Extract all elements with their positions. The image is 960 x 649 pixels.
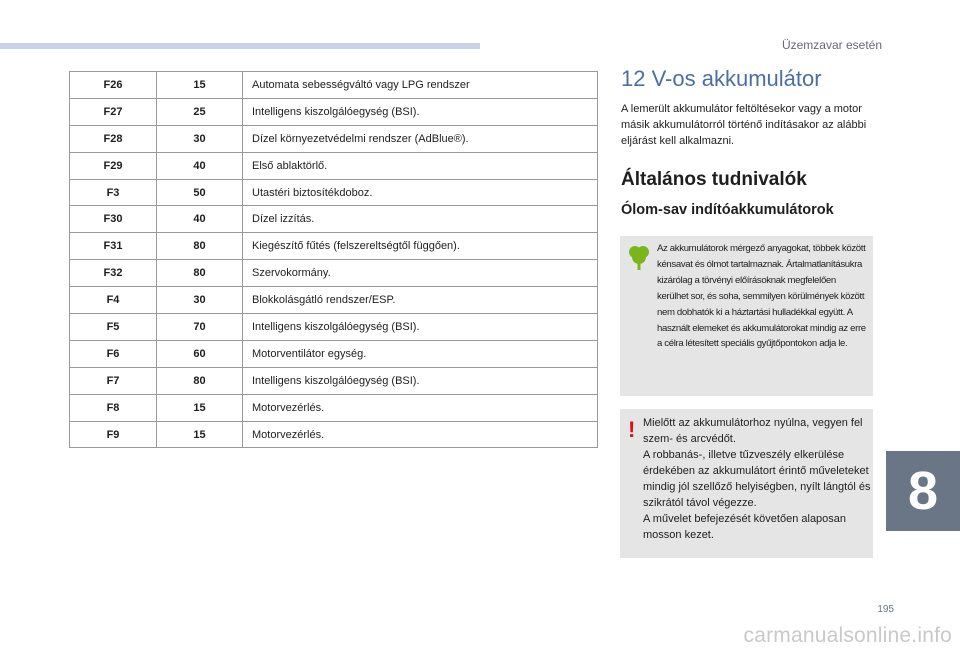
fuse-table — [69, 71, 598, 448]
function-cell: Motorvezérlés. — [243, 394, 598, 421]
function-cell: Utastéri biztosítékdoboz. — [243, 179, 598, 206]
function-cell: Blokkolásgátló rendszer/ESP. — [243, 287, 598, 314]
fuse-id-cell: F29 — [70, 152, 157, 179]
function-cell: Intelligens kiszolgálóegység (BSI). — [243, 98, 598, 125]
warning-note-text — [643, 415, 871, 543]
function-cell: Dízel környezetvédelmi rendszer (AdBlue®). — [243, 125, 598, 152]
function-cell: Dízel izzítás. — [243, 206, 598, 233]
table-row — [70, 125, 598, 152]
warning-line: Mielőtt az akkumulátorhoz nyúlna, vegyen fel szem- és arcvédőt. — [643, 417, 863, 445]
amperage-cell: 30 — [157, 287, 243, 314]
warning-note — [620, 409, 873, 558]
amperage-cell: 30 — [157, 125, 243, 152]
function-cell: Motorvezérlés. — [243, 421, 598, 448]
table-row — [70, 179, 598, 206]
amperage-cell: 80 — [157, 233, 243, 260]
table-row — [70, 72, 598, 99]
environment-note — [620, 236, 873, 396]
function-cell: Intelligens kiszolgálóegység (BSI). — [243, 367, 598, 394]
amperage-cell: 70 — [157, 314, 243, 341]
watermark: carmanualsonline.info — [743, 624, 952, 647]
page-title: 12 V-os akkumulátor — [621, 66, 822, 91]
function-cell: Kiegészítő fűtés (felszereltségtől függően). — [243, 233, 598, 260]
amperage-cell: 80 — [157, 367, 243, 394]
page-number: 195 — [877, 604, 894, 615]
fuse-id-cell: F28 — [70, 125, 157, 152]
section-title: Üzemzavar esetén — [781, 38, 882, 52]
fuse-id-cell: F31 — [70, 233, 157, 260]
fuse-id-cell: F7 — [70, 367, 157, 394]
fuse-id-cell: F4 — [70, 287, 157, 314]
subsection-heading: Ólom-sav indítóakkumulátorok — [621, 202, 834, 218]
amperage-cell: 40 — [157, 206, 243, 233]
amperage-cell: 25 — [157, 98, 243, 125]
table-row — [70, 314, 598, 341]
fuse-id-cell: F8 — [70, 394, 157, 421]
warning-line: A művelet befejezését követően alaposan mosson kezet. — [643, 513, 847, 541]
section-heading: Általános tudnivalók — [621, 169, 807, 190]
table-row — [70, 206, 598, 233]
table-row — [70, 98, 598, 125]
fuse-id-cell: F32 — [70, 260, 157, 287]
table-row — [70, 421, 598, 448]
table-row — [70, 233, 598, 260]
chapter-tab: 8 — [886, 451, 960, 531]
amperage-cell: 40 — [157, 152, 243, 179]
amperage-cell: 15 — [157, 394, 243, 421]
function-cell: Első ablaktörlő. — [243, 152, 598, 179]
fuse-id-cell: F9 — [70, 421, 157, 448]
amperage-cell: 15 — [157, 72, 243, 99]
table-row — [70, 394, 598, 421]
fuse-id-cell: F3 — [70, 179, 157, 206]
function-cell: Intelligens kiszolgálóegység (BSI). — [243, 314, 598, 341]
amperage-cell: 50 — [157, 179, 243, 206]
fuse-id-cell: F30 — [70, 206, 157, 233]
fuse-id-cell: F6 — [70, 340, 157, 367]
fuse-id-cell: F5 — [70, 314, 157, 341]
warning-line: A robbanás-, illetve tűzveszély elkerülése érdekében az akkumulátort érintő műveleteket mindig jól szellőző helyiségben, nyílt lángtól és szikrától távol végezze. — [643, 449, 871, 509]
fuse-id-cell: F26 — [70, 72, 157, 99]
table-row — [70, 287, 598, 314]
function-cell: Motorventilátor egység. — [243, 340, 598, 367]
table-row — [70, 367, 598, 394]
fuse-id-cell: F27 — [70, 98, 157, 125]
function-cell: Automata sebességváltó vagy LPG rendszer — [243, 72, 598, 99]
amperage-cell: 15 — [157, 421, 243, 448]
table-row — [70, 340, 598, 367]
function-cell: Szervokormány. — [243, 260, 598, 287]
exclamation-icon: ! — [628, 417, 636, 442]
amperage-cell: 60 — [157, 340, 243, 367]
tree-icon — [627, 244, 651, 275]
environment-note-text: Az akkumulátorok mérgező anyagokat, többek között kénsavat és ólmot tartalmaznak. Ártalmatlanításukra kizárólag a törvényi előírásoknak megfelelően kerülhet sor, és soha, semmilyen körülmények között nem dobhatók ki a háztartási hulladékkal együtt. A használt elemeket és akkumulátorokat mindig az erre a célra létesített speciális gyűjtőpontokon adja le. — [657, 243, 866, 350]
amperage-cell: 80 — [157, 260, 243, 287]
intro-paragraph: A lemerült akkumulátor feltöltésekor vagy a motor másik akkumulátorról történő indításakor az alábbi eljárást kell alkalmazni. — [621, 103, 867, 147]
table-row — [70, 152, 598, 179]
header-bar — [0, 43, 480, 49]
table-row — [70, 260, 598, 287]
